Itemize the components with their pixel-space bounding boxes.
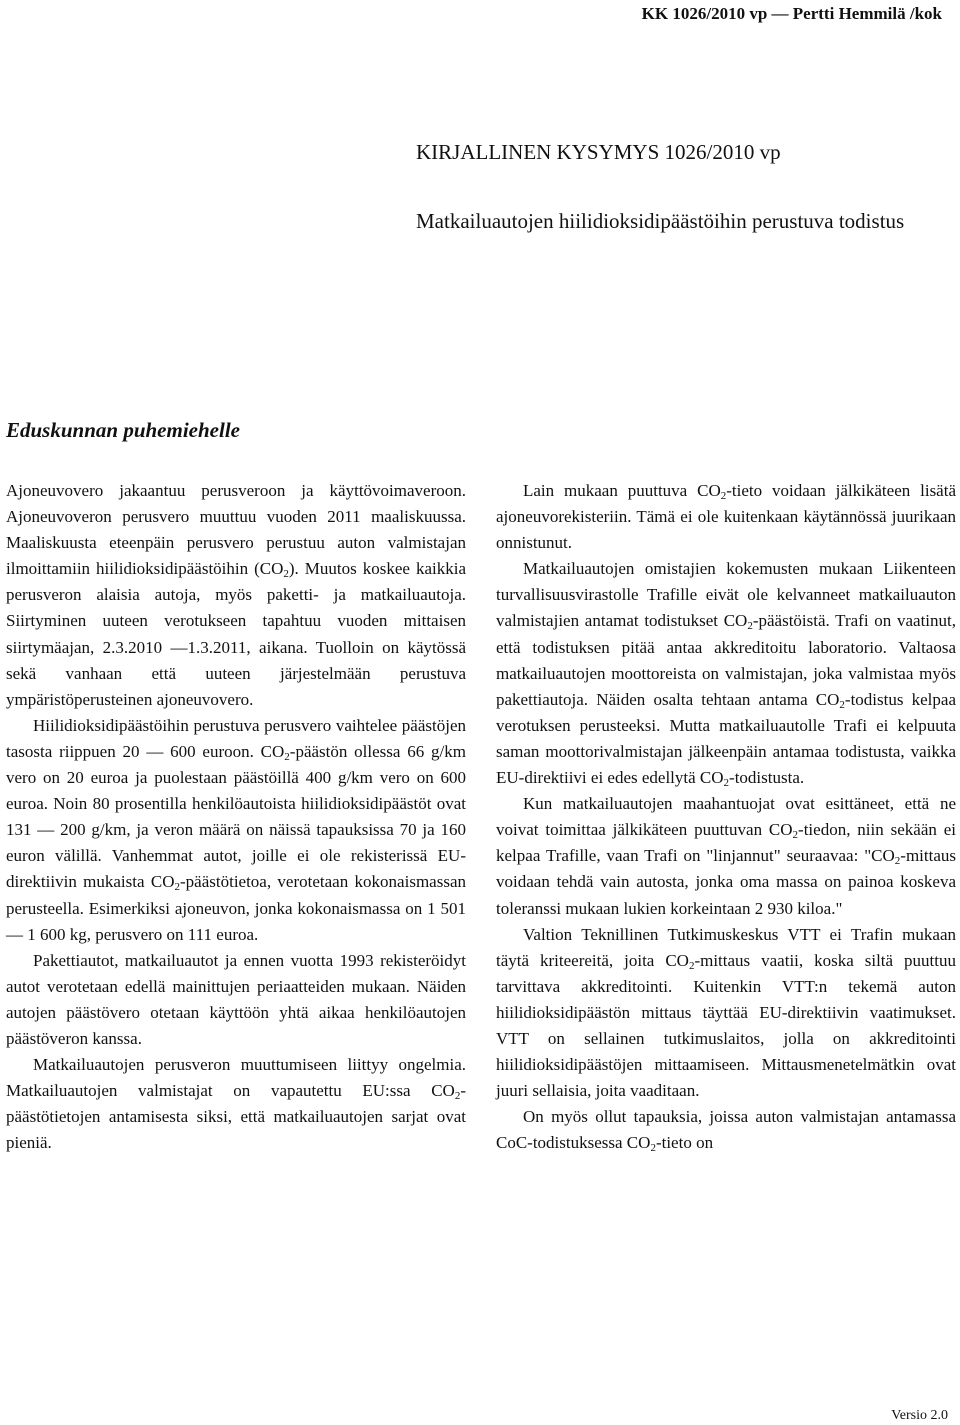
paragraph: Kun matkailuautojen maahantuojat ovat esittäneet, että ne voivat toimittaa jälkikäteen puuttuvan $CO_2$-tiedon, niin sekään ei kelpaa Trafille, vaan Trafi on "linjannut" seuraavaa: "$CO_2$-mittaus voidaan tehdä vain autosta, jonka oma massa on painoa koskeva toleranssi mukaan lukien korkeintaan 2 930 kiloa." bbox=[496, 794, 956, 918]
version-footer: Versio 2.0 bbox=[891, 1408, 948, 1423]
paragraph: Valtion Teknillinen Tutkimuskeskus VTT ei Trafin mukaan täytä kriteereitä, joita $CO_2$-mittaus vaatii, koska siltä puuttuu tarvittava akkreditointi. Kuitenkin VTT:n tekemä auton hiilidioksidipäästön mittaus täyttää EU-direktiivin vaatimukset. VTT on sellainen tutkimuslaitos, jolla on akkreditointi hiilidioksidipäästöjen mittaamiseen. Mittausmenetelmätkin ovat juuri sellaisia, joita vaaditaan. bbox=[496, 924, 956, 1101]
right-text-column bbox=[496, 478, 956, 1156]
addressee-heading: Eduskunnan puhemiehelle bbox=[6, 418, 240, 442]
document-title: KIRJALLINEN KYSYMYS 1026/2010 vp bbox=[416, 140, 781, 164]
document-subject: Matkailuautojen hiilidioksidipäästöihin perustuva todistus bbox=[416, 209, 905, 233]
paragraph: Matkailuautojen omistajien kokemusten mukaan Liikenteen turvallisuusvirastolle Trafille eivät ole kelvanneet matkailuauton valmistajien antamat todistukset $CO_2$-päästöistä. Trafi on vaatinut, että todistuksen pitää antaa akkreditoitu laboratorio. Valtaosa matkailuautojen moottoreista on valmistajan, joka valmistaa myös pakettiautoja. Näiden osalta tehtaan antama $CO_2$-todistus kelpaa verotuksen perusteeksi. Mutta matkailuautolle Trafi ei kelpuuta saman moottorivalmistajan jälkeenpäin antamaa todistusta, vaikka EU-direktiivi ei edes edellytä $CO_2$-todistusta. bbox=[496, 559, 956, 790]
paragraph: Matkailuautojen perusveron muuttumiseen liittyy ongelmia. Matkailuautojen valmistajat on vapautettu EU:ssa $CO_2$-päästötietojen antamisesta siksi, että matkailuautojen sarjat ovat pieniä. bbox=[6, 1055, 466, 1153]
left-text-column bbox=[6, 478, 466, 1156]
paragraph: Hiilidioksidipäästöihin perustuva perusvero vaihtelee päästöjen tasosta riippuen 20 — 600 euroon. $CO_2$-päästön ollessa 66 g/km vero on 20 euroa ja puolestaan päästöillä 400 g/km vero on 600 euroa. Noin 80 prosentilla henkilöautoista hiilidioksidipäästöt ovat 131 — 200 g/km, ja veron määrä on näissä tapauksissa 70 ja 160 euron välillä. Vanhemmat autot, joille ei ole rekisterissä EU-direktiivin mukaista $CO_2$-päästötietoa, verotetaan kokonaismassan perusteella. Esimerkiksi ajoneuvon, jonka kokonaismassa on 1 501 — 1 600 kg, perusvero on 111 euroa. bbox=[6, 715, 466, 944]
paragraph: Lain mukaan puuttuva $CO_2$-tieto voidaan jälkikäteen lisätä ajoneuvorekisteriin. Tämä ei ole kuitenkaan käytännössä juurikaan onnistunut. bbox=[496, 481, 956, 553]
paragraph: Pakettiautot, matkailuautot ja ennen vuotta 1993 rekisteröidyt autot verotetaan edellä mainittujen periaatteiden mukaan. Näiden autojen päästövero otetaan käyttöön yhtä aikaa henkilöautojen päästöveron kanssa. bbox=[6, 950, 466, 1048]
paragraph: On myös ollut tapauksia, joissa auton valmistajan antamassa CoC-todistuksessa $CO_2$-tieto on bbox=[496, 1107, 956, 1155]
document-reference-header: KK 1026/2010 vp — Pertti Hemmilä /kok bbox=[641, 4, 942, 23]
paragraph: Ajoneuvovero jakaantuu perusveroon ja käyttövoimaveroon. Ajoneuvoveron perusvero muuttuu vuoden 2011 maaliskuussa. Maaliskuusta eteenpäin perusvero perustuu auton valmistajan ilmoittamiin hiilidioksidipäästöihin $(CO_2)$. Muutos koskee kaikkia perusveron alaisia autoja, myös paketti- ja matkailuautoja. Siirtyminen uuteen verotukseen tapahtuu vuoden mittaisen siirtymäajan, 2.3.2010 —1.3.2011, aikana. Tuolloin on käytössä sekä vanhaan että uuteen järjestelmään perustuva ympäristöperusteinen ajoneuvovero. bbox=[6, 481, 466, 709]
